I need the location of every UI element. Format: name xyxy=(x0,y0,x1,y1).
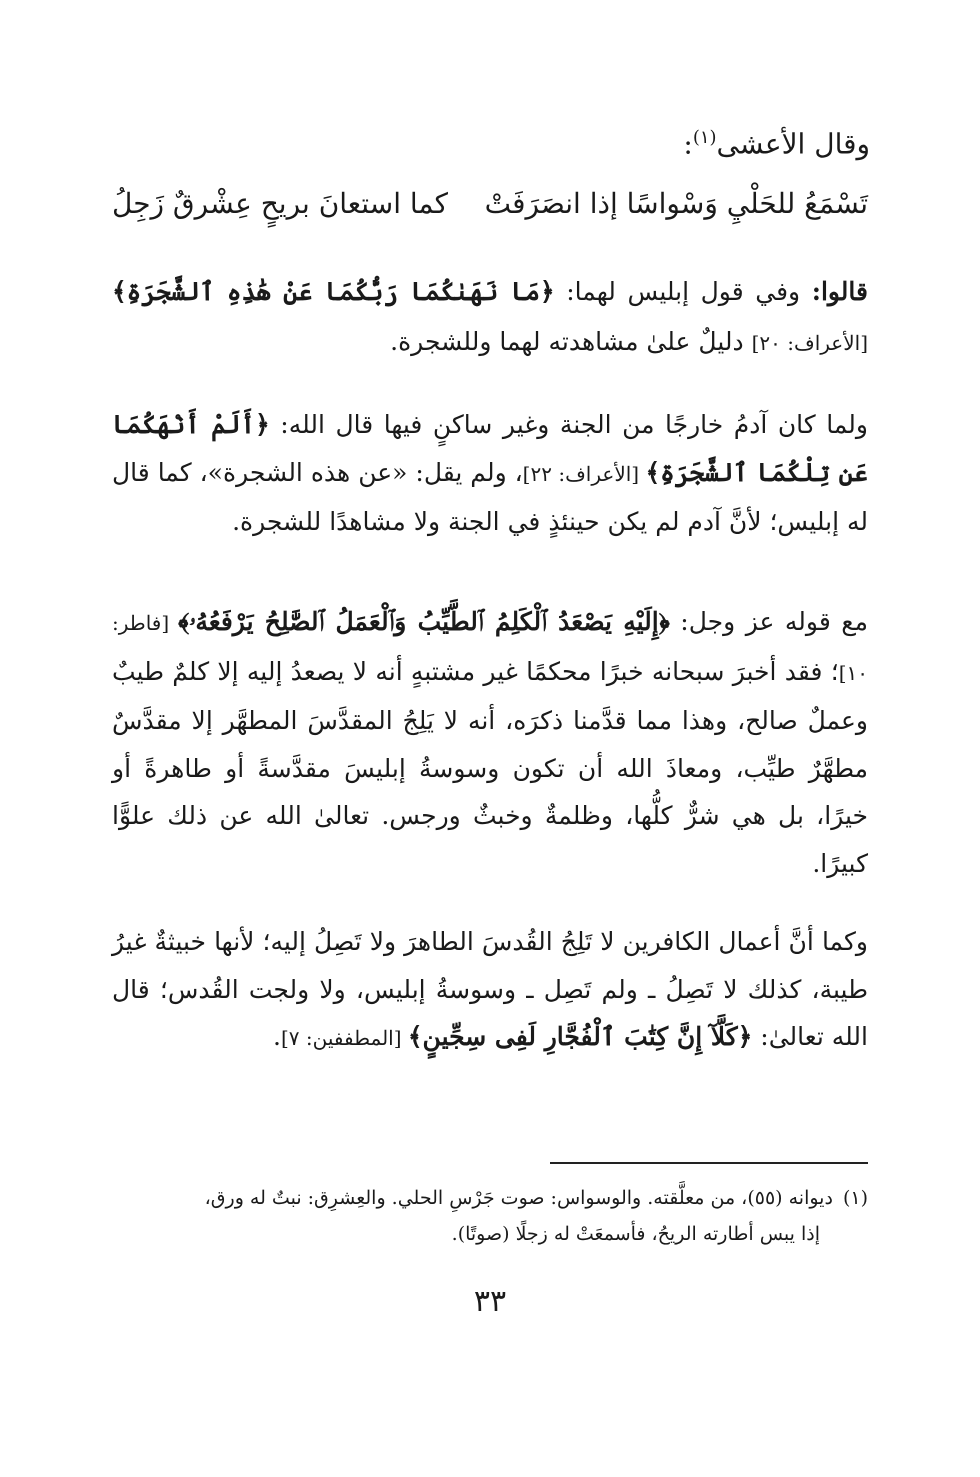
quran-quote: ﴿أَلَمْ أَنْهَكُمَا عَن تِلْكُمَا ٱلشَّجَرَةِ﴾ xyxy=(112,410,868,487)
poet-intro xyxy=(683,118,870,164)
paragraph-text: ؛ فقد أخبرَ سبحانه خبرًا محكمًا غير مشتبهٍ أنه لا يصعدُ إليه إلا كلمٌ طيبٌ وعملٌ صالح، وهذا مما قدَّمنا ذكرَه، أنه لا يَلِجُ المقدَّسَ المطهَّر إلا مقدَّسٌ مطهَّرٌ طيِّب، ومعاذَ الله أن تكون وسوسةُ إبليسَ مقدَّسةً أو طاهرةً أو خيرًا، بل هي شرٌّ كلُّها، وظلمةٌ وخبثٌ ورجس. تعالىٰ الله عن ذلك علوًّا كبيرًا. xyxy=(112,656,868,878)
verse-reference: [الأعراف: ٢٢] xyxy=(522,461,646,486)
paragraph-text: مع قوله عز وجل: xyxy=(669,607,868,636)
paragraph-4 xyxy=(112,918,868,1063)
footnote-number: (١) xyxy=(842,1187,868,1209)
paragraph-3 xyxy=(112,598,868,887)
paragraph-text: ، ولم يقل: «عن هذه الشجرة»، كما قال له إبليس؛ لأنَّ آدم لم يكن حينئذٍ في الجنة ولا مشاهدًا للشجرة. xyxy=(112,457,868,536)
paragraph-text: ولما كان آدمُ خارجًا من الجنة وغير ساكنٍ فيها قال الله: xyxy=(269,410,868,439)
intro-colon: : xyxy=(683,127,693,161)
footnote-line-1: ديوانه (٥٥)، من معلَّقته. والوسواس: صوت جَرْسِ الحلي. والعِشرِق: نبتٌ له ورق، xyxy=(204,1187,833,1209)
quran-quote: ﴿كَلَّآ إِنَّ كِتَٰبَ ٱلْفُجَّارِ لَفِى سِجِّينٍ﴾ xyxy=(407,1022,753,1051)
verse-reference: [الأعراف: ٢٠] xyxy=(751,330,868,355)
verse-reference: [فاطر: ١٠] xyxy=(112,611,868,685)
intro-text: وقال الأعشى xyxy=(716,127,870,161)
quran-quote: ﴿إِلَيْهِ يَصْعَدُ ٱلْكَلِمُ ٱلطَّيِّبُ وَٱلْعَمَلُ ٱلصَّٰلِحُ يَرْفَعُهُۥ﴾ xyxy=(178,607,670,636)
page-number: ٣٣ xyxy=(473,1284,507,1319)
verse-first-hemistich: تَسْمَعُ للحَلْيِ وَسْواسًا إذا انصَرَفَتْ xyxy=(484,187,868,220)
paragraph-2 xyxy=(112,401,868,546)
poetry-verse xyxy=(112,182,868,226)
footnote-divider xyxy=(550,1162,868,1164)
footnote-line-2: إذا يبس أطارته الريحُ، فأسمعَتْ له زجلًا (صوتًا). xyxy=(451,1223,820,1245)
verse-second-hemistich: كما استعانَ بريحٍ عِشْرقٌ زَجِلُ xyxy=(112,187,448,220)
footnote-reference: (١) xyxy=(692,127,717,148)
paragraph-text: . xyxy=(273,1022,281,1051)
paragraph-lead-word: قالوا: xyxy=(811,277,868,306)
verse-reference: [المطففين: ٧] xyxy=(280,1026,408,1050)
paragraph-text: وكما أنَّ أعمال الكافرين لا تَلِجُ القُدسَ الطاهرَ ولا تَصِلُ إليه؛ لأنها خبيثةٌ غيرُ طيبة، كذلك لا تَصِلُ ـ ولم تَصِل ـ وسوسةُ إبليس، ولا ولجت القُدس؛ قال الله تعالىٰ: xyxy=(112,927,868,1051)
paragraph-text: دليلٌ علىٰ مشاهدته لهما وللشجرة. xyxy=(390,326,752,356)
quran-quote: ﴿مَا نَهَىٰكُمَا رَبُّكُمَا عَنْ هَٰذِهِ ٱلشَّجَرَةِ﴾ xyxy=(112,277,555,306)
paragraph-text: وفي قول إبليس لهما: xyxy=(554,277,812,306)
paragraph-1 xyxy=(112,268,868,367)
footnote xyxy=(112,1180,868,1252)
